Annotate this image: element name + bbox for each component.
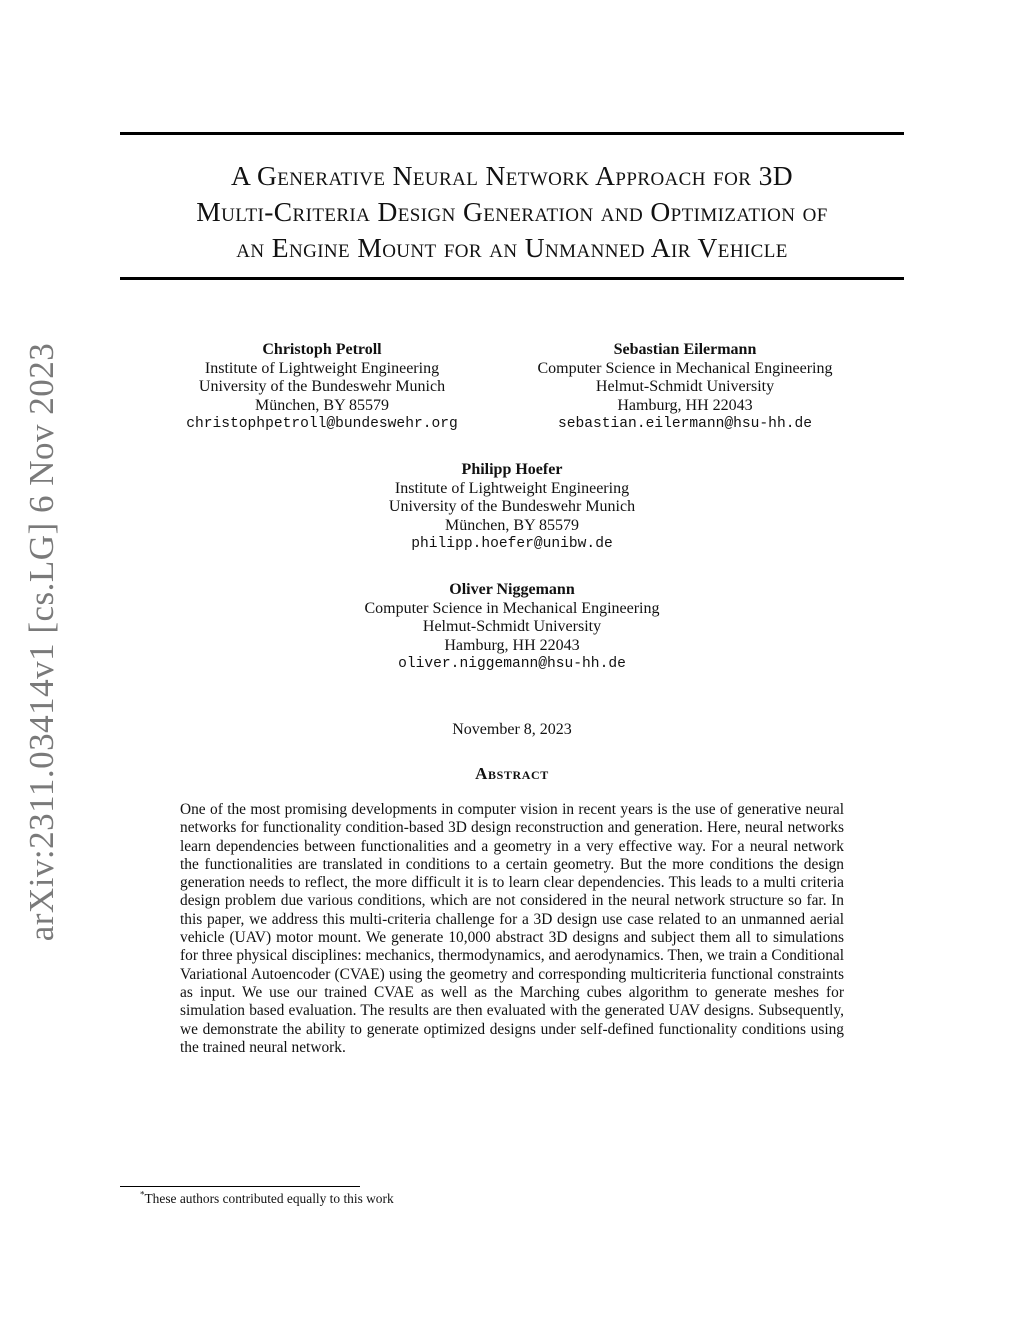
author-block — [337, 581, 687, 674]
author-affiliation: Computer Science in Mechanical Engineering — [364, 599, 660, 617]
author-affiliation: University of the Bundeswehr Munich — [388, 498, 636, 515]
author-email[interactable]: christophpetroll@bundeswehr.org — [186, 416, 458, 432]
author-block — [362, 461, 662, 554]
title-rule-bottom — [120, 277, 904, 280]
author-email[interactable]: philipp.hoefer@unibw.de — [411, 536, 613, 552]
author-location: München, BY 85579 — [254, 396, 390, 414]
title-line: A Generative Neural Network Approach for 3D — [231, 160, 793, 191]
arxiv-identifier: arXiv:2311.03414v1 [cs.LG] 6 Nov 2023 — [22, 342, 61, 942]
author-location: Hamburg, HH 22043 — [444, 636, 580, 654]
publication-date: November 8, 2023 — [452, 721, 572, 738]
footnote-marker: * — [140, 1189, 145, 1200]
title-line: an Engine Mount for an Unmanned Air Vehicle — [236, 232, 788, 263]
author-email[interactable]: oliver.niggemann@hsu-hh.de — [398, 656, 626, 672]
footnote-text: These authors contributed equally to this work — [144, 1191, 394, 1206]
author-affiliation: Computer Science in Mechanical Engineering — [537, 359, 833, 377]
title-line: Multi-Criteria Design Generation and Optimization of — [196, 196, 828, 227]
author-name: Sebastian Eilermann — [613, 341, 757, 358]
paper-title — [120, 158, 904, 266]
abstract-heading: Abstract — [475, 764, 549, 783]
author-location: Hamburg, HH 22043 — [617, 396, 753, 414]
author-email[interactable]: sebastian.eilermann@hsu-hh.de — [558, 416, 812, 432]
author-block — [520, 341, 850, 434]
title-rule-top — [120, 132, 904, 135]
author-name: Oliver Niggemann — [449, 581, 575, 598]
footnote-rule — [120, 1186, 360, 1187]
author-affiliation: Institute of Lightweight Engineering — [204, 359, 440, 377]
author-affiliation: Helmut-Schmidt University — [422, 618, 602, 635]
author-name: Philipp Hoefer — [461, 461, 563, 478]
author-affiliation: Helmut-Schmidt University — [595, 378, 775, 395]
footnote — [140, 1191, 394, 1207]
author-affiliation: University of the Bundeswehr Munich — [198, 378, 446, 395]
author-affiliation: Institute of Lightweight Engineering — [394, 479, 630, 497]
author-name: Christoph Petroll — [262, 341, 382, 358]
abstract-body: One of the most promising developments in computer vision in recent years is the use of generative neural networks for functionality condition-based 3D design reconstruction and generation. Here, neural networks learn dependencies between functionalities and a geometry in a very effective way. For a neural network the functionalities are translated in conditions to a certain geometry. But the more conditions the design generation needs to reflect, the more difficult it is to learn clear dependencies. This leads to a multi criteria design problem due various conditions, which are not considered in the neural network structure so far. In this paper, we address this multi-criteria challenge for a 3D design use case related to an unmanned aerial vehicle (UAV) motor mount. We generate 10,000 abstract 3D designs and subject them all to simulations for three physical disciplines: mechanics, thermodynamics, and aerodynamics. Then, we train a Conditional Variational Autoencoder (CVAE) using the geometry and corresponding multicriteria functional constraints as input. We use our trained CVAE as well as the Marching cubes algorithm to generate meshes for simulation based evaluation. The results are then evaluated with the generated UAV designs. Subsequently, we demonstrate the ability to generate optimized designs under self-defined functionality conditions using the trained neural network. — [180, 801, 844, 1056]
author-location: München, BY 85579 — [444, 516, 580, 534]
author-block — [172, 341, 472, 434]
